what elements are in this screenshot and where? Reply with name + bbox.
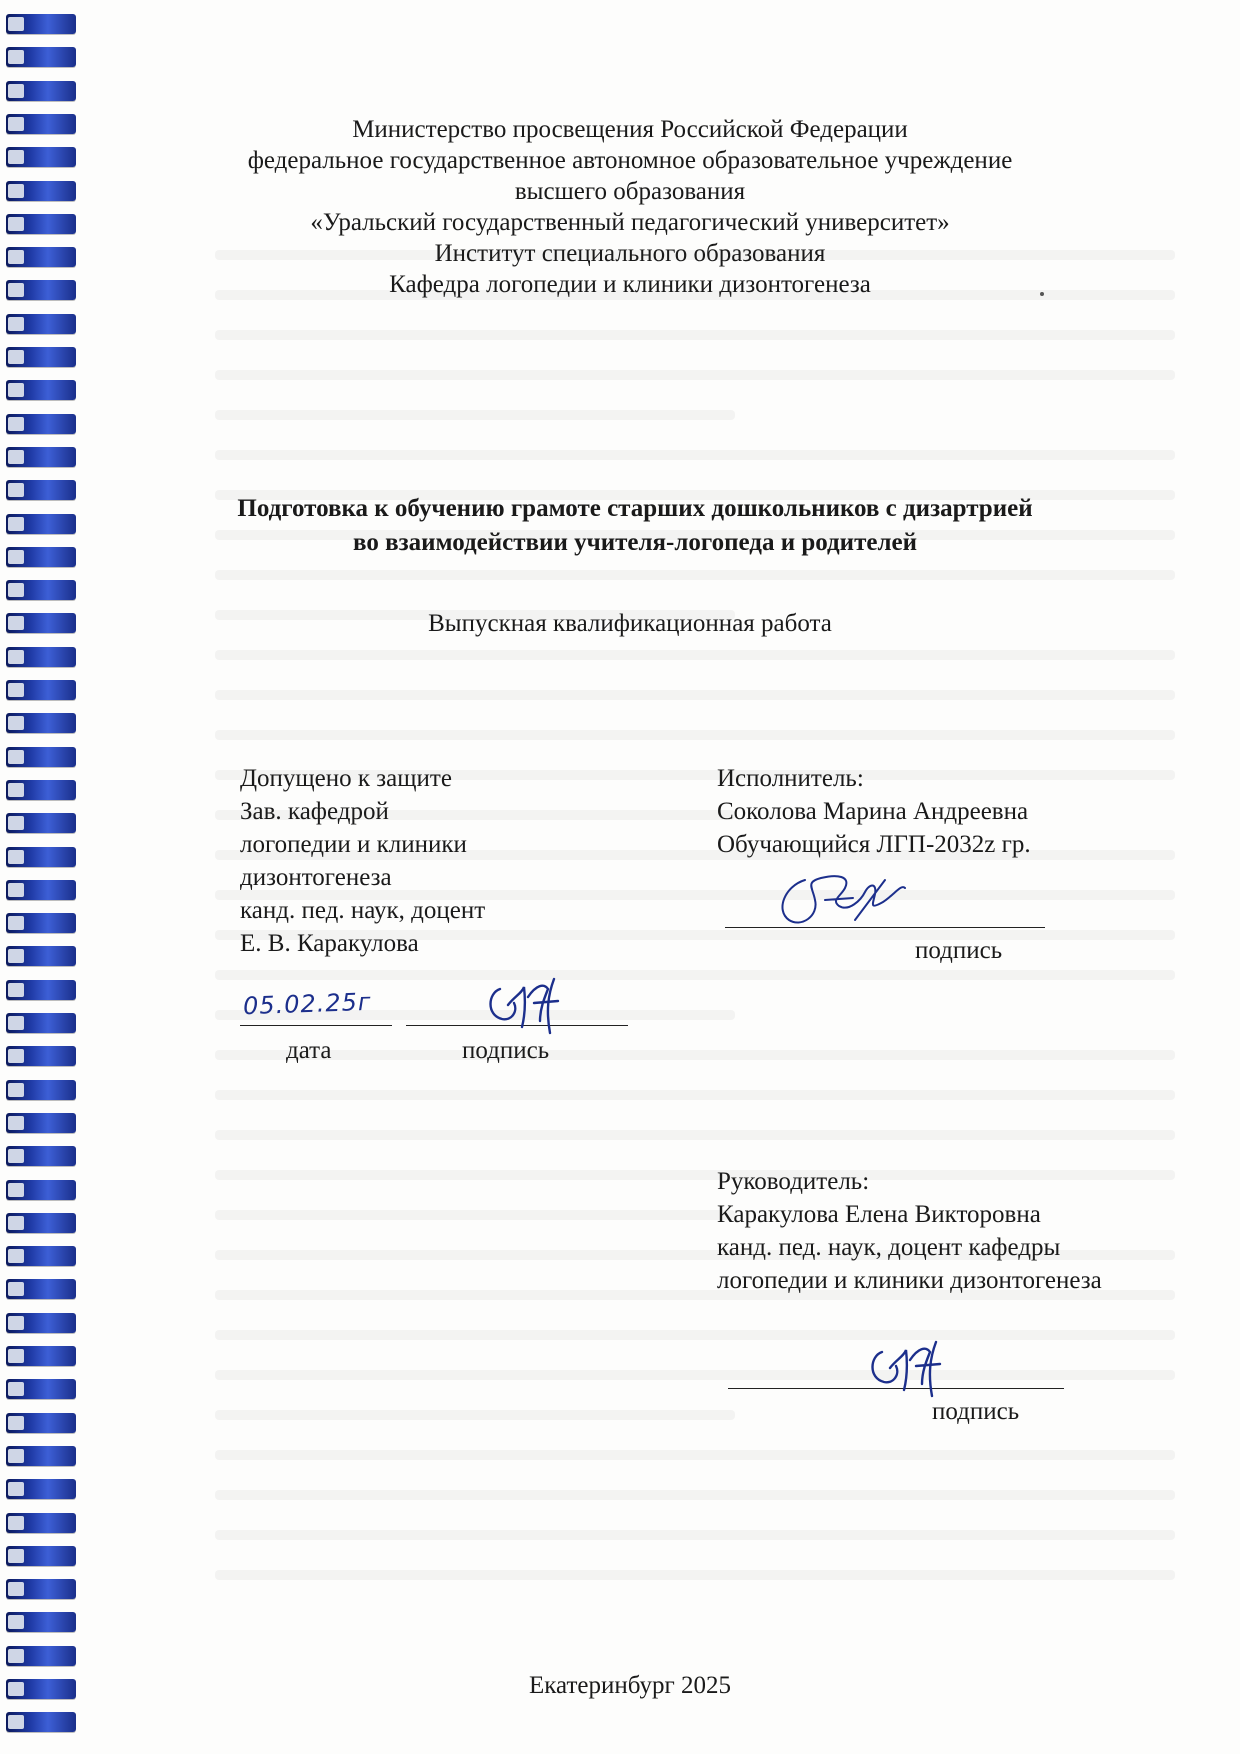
binding-hole bbox=[8, 1516, 24, 1530]
binding-hole bbox=[8, 850, 24, 864]
binding-hole bbox=[8, 1216, 24, 1230]
binding-hole bbox=[8, 1049, 24, 1063]
ghost-text-line bbox=[215, 1370, 1175, 1380]
city-year: Екатеринбург 2025 bbox=[528, 1672, 732, 1699]
ghost-text-line bbox=[215, 1530, 1175, 1540]
ghost-text-line bbox=[215, 650, 1175, 660]
binding-hole bbox=[8, 1249, 24, 1263]
binding-hole bbox=[8, 450, 24, 464]
ghost-text-line bbox=[215, 970, 1175, 980]
binding-hole bbox=[8, 1582, 24, 1596]
ghost-text-line bbox=[215, 1330, 1175, 1340]
ghost-text-line bbox=[215, 1410, 735, 1420]
executor-heading: Исполнитель: bbox=[717, 765, 864, 792]
supervisor-signature-caption: подпись bbox=[932, 1398, 1020, 1425]
binding-hole bbox=[8, 383, 24, 397]
supervisor-degree: канд. пед. наук, доцент кафедры bbox=[717, 1234, 1061, 1261]
binding-hole bbox=[8, 1016, 24, 1030]
binding-hole bbox=[8, 1615, 24, 1629]
binding-hole bbox=[8, 1382, 24, 1396]
binding-hole bbox=[8, 750, 24, 764]
spiral-binding bbox=[0, 0, 80, 1754]
thesis-title bbox=[180, 492, 1090, 560]
binding-hole bbox=[8, 350, 24, 364]
binding-hole bbox=[8, 883, 24, 897]
binding-hole bbox=[8, 1549, 24, 1563]
binding-hole bbox=[8, 117, 24, 131]
supervisor-name: Каракулова Елена Викторовна bbox=[717, 1201, 1041, 1228]
binding-hole bbox=[8, 816, 24, 830]
binding-hole bbox=[8, 583, 24, 597]
ghost-text-line bbox=[215, 570, 1175, 580]
binding-hole bbox=[8, 483, 24, 497]
binding-hole bbox=[8, 417, 24, 431]
executor-group: Обучающийся ЛГП-2032z гр. bbox=[717, 831, 1031, 858]
supervisor-heading: Руководитель: bbox=[717, 1168, 870, 1195]
binding-hole bbox=[8, 517, 24, 531]
binding-hole bbox=[8, 1116, 24, 1130]
binding-hole bbox=[8, 150, 24, 164]
binding-hole bbox=[8, 50, 24, 64]
ghost-text-line bbox=[215, 1050, 1175, 1060]
approval-position: Зав. кафедрой bbox=[240, 798, 389, 825]
executor-name: Соколова Марина Андреевна bbox=[717, 798, 1029, 825]
supervisor-signature-icon bbox=[860, 1338, 970, 1398]
binding-hole bbox=[8, 650, 24, 664]
binding-hole bbox=[8, 1449, 24, 1463]
date-caption: дата bbox=[286, 1037, 332, 1064]
supervisor-department: логопедии и клиники дизонтогенеза bbox=[717, 1267, 1102, 1294]
executor-block bbox=[717, 762, 1137, 861]
binding-hole bbox=[8, 1316, 24, 1330]
ghost-text-line bbox=[215, 370, 1175, 380]
ghost-text-line bbox=[215, 1210, 735, 1220]
education-level-line: высшего образования bbox=[514, 178, 746, 205]
work-type: Выпускная квалификационная работа bbox=[428, 610, 832, 637]
ghost-text-line bbox=[215, 330, 1175, 340]
ministry-line: Министерство просвещения Российской Федерации bbox=[352, 116, 908, 143]
supervisor-block bbox=[717, 1165, 1157, 1297]
binding-hole bbox=[8, 550, 24, 564]
ghost-text-line bbox=[215, 730, 1175, 740]
binding-hole bbox=[8, 1715, 24, 1729]
binding-hole bbox=[8, 1649, 24, 1663]
approval-degree: канд. пед. наук, доцент bbox=[240, 897, 486, 924]
binding-hole bbox=[8, 683, 24, 697]
institution-type-line: федеральное государственное автономное образовательное учреждение bbox=[247, 147, 1013, 174]
ghost-text-line bbox=[215, 1570, 1175, 1580]
binding-hole bbox=[8, 949, 24, 963]
approval-signature-caption: подпись bbox=[462, 1037, 550, 1064]
binding-hole bbox=[8, 283, 24, 297]
ghost-text-line bbox=[215, 1130, 1175, 1140]
binding-hole bbox=[8, 1083, 24, 1097]
ghost-text-line bbox=[215, 410, 735, 420]
binding-hole bbox=[8, 184, 24, 198]
thesis-title-line-1: Подготовка к обучению грамоте старших дошкольников с дизартрией bbox=[237, 495, 1033, 522]
ghost-text-line bbox=[215, 690, 1175, 700]
approval-block bbox=[240, 762, 600, 960]
ghost-text-line bbox=[215, 1090, 1175, 1100]
binding-hole bbox=[8, 1282, 24, 1296]
binding-hole bbox=[8, 17, 24, 31]
binding-hole bbox=[8, 84, 24, 98]
approval-heading: Допущено к защите bbox=[240, 765, 452, 792]
binding-hole bbox=[8, 716, 24, 730]
approval-department-2: дизонтогенеза bbox=[240, 864, 392, 891]
binding-hole bbox=[8, 1149, 24, 1163]
binding-hole bbox=[8, 916, 24, 930]
handwritten-date: 05.02.25г bbox=[242, 987, 372, 1021]
ghost-text-line bbox=[215, 1450, 1175, 1460]
executor-signature-caption: подпись bbox=[915, 937, 1003, 964]
binding-hole bbox=[8, 317, 24, 331]
binding-hole bbox=[8, 250, 24, 264]
approval-signature-icon bbox=[478, 975, 588, 1035]
institution-header bbox=[200, 114, 1060, 300]
binding-hole bbox=[8, 217, 24, 231]
binding-hole bbox=[8, 783, 24, 797]
approval-department-1: логопедии и клиники bbox=[240, 831, 467, 858]
institute-line: Институт специального образования bbox=[434, 240, 826, 267]
ghost-text-line bbox=[215, 450, 1175, 460]
department-line: Кафедра логопедии и клиники дизонтогенеза bbox=[389, 271, 871, 298]
binding-hole bbox=[8, 1183, 24, 1197]
ghost-text-line bbox=[215, 1490, 1175, 1500]
binding-hole bbox=[8, 1349, 24, 1363]
thesis-title-line-2: во взаимодействии учителя-логопеда и родителей bbox=[353, 529, 917, 556]
date-line bbox=[240, 1025, 392, 1026]
binding-hole bbox=[8, 1416, 24, 1430]
binding-hole bbox=[8, 616, 24, 630]
approval-name: Е. В. Каракулова bbox=[240, 930, 419, 957]
binding-hole bbox=[8, 1482, 24, 1496]
binding-hole bbox=[8, 1682, 24, 1696]
executor-signature-icon bbox=[765, 860, 925, 940]
university-name-line: «Уральский государственный педагогический университет» bbox=[310, 209, 950, 236]
binding-hole bbox=[8, 983, 24, 997]
